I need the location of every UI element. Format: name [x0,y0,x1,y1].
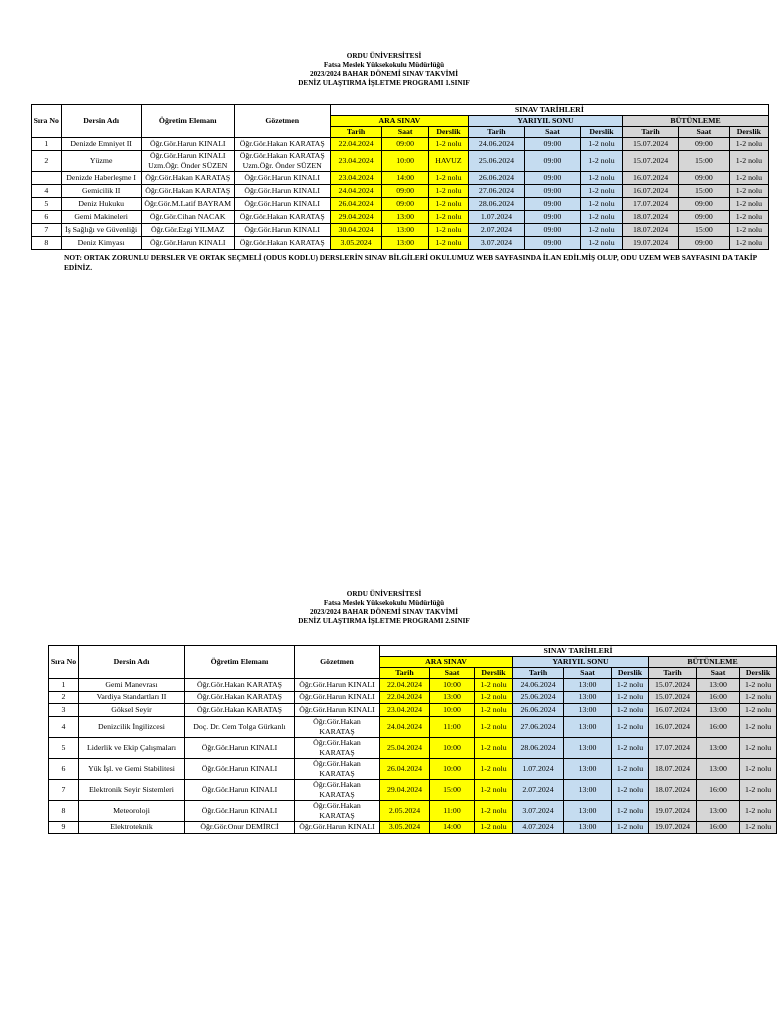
row-no [32,172,62,185]
row-ogretim: Öğr.Gör.M.Latif BAYRAM [141,198,234,211]
row-yariyil-derslik: 1-2 nolu [612,779,649,800]
row-butunleme-derslik: 1-2 nolu [740,679,777,692]
row-ara-saat: 11:00 [430,716,475,737]
row-butunleme-saat: 16:00 [697,779,740,800]
row-butunleme-tarih: 18.07.2024 [623,224,679,237]
row-ogretim: Öğr.Gör.Hakan KARATAŞ [141,172,234,185]
row-yariyil-tarih: 24.06.2024 [469,138,525,151]
row-yariyil-derslik: 1-2 nolu [612,821,649,834]
row-yariyil-derslik: 1-2 nolu [580,185,622,198]
row-butunleme-tarih: 17.07.2024 [623,198,679,211]
row-butunleme-saat: 13:00 [697,679,740,692]
row-no: 2 [49,691,79,704]
table-row [32,185,769,198]
row-ders: Deniz Hukuku [61,198,141,211]
row-ogretim: Öğr.Gör.Hakan KARATAŞ [185,679,295,692]
row-butunleme-derslik: 1-2 nolu [729,185,768,198]
sub-tarih: Tarih [649,668,697,679]
row-no: 1 [49,679,79,692]
row-ara-saat: 13:00 [382,211,428,224]
row-ara-tarih: 22.04.2024 [380,679,430,692]
doc2-university: ORDU ÜNİVERSİTESİ [346,590,422,598]
sub-tarih: Tarih [513,668,564,679]
sub-derslik: Derslik [740,668,777,679]
row-ogretim: Öğr.Gör.Harun KINALI [185,737,295,758]
row-gozetmen: Öğr.Gör.Hakan KARATAŞ Uzm.Öğr. Önder SÜZEN [234,151,330,172]
row-ara-derslik: 1-2 nolu [428,198,468,211]
row-yariyil-saat: 13:00 [564,679,612,692]
row-butunleme-derslik: 1-2 nolu [740,704,777,717]
row-no: 1 [32,138,62,151]
table-row [49,821,777,834]
row-ara-saat: 09:00 [382,138,428,151]
doc2-program: DENİZ ULAŞTIRMA İŞLETME PROGRAMI 2.SINIF [298,617,470,625]
col-ders: Dersin Adı [79,646,185,679]
table-row [49,800,777,821]
doc1-note: NOT: ORTAK ZORUNLU DERSLER VE ORTAK SEÇMELİ (ODUS KODLU) DERSLERİN SINAV BİLGİLERİ OKULUMUZ WEB SAYFASINDA İLAN EDİLMİŞ OLUP, ODU UZEM WEB SAYFASINI DA TAKİP EDİNİZ. [64,253,757,272]
row-yariyil-saat: 09:00 [524,138,580,151]
row-yariyil-tarih: 28.06.2024 [469,198,525,211]
row-ders: Liderlik ve Ekip Çalışmaları [79,737,185,758]
col-ogretim: Öğretim Elemanı [185,646,295,679]
row-yariyil-tarih: 25.06.2024 [513,691,564,704]
row-yariyil-derslik: 1-2 nolu [612,716,649,737]
row-ara-tarih: 22.04.2024 [330,138,382,151]
table-row [32,198,769,211]
row-ara-saat: 15:00 [430,779,475,800]
row-butunleme-saat: 13:00 [697,704,740,717]
row-no: 4 [49,716,79,737]
row-ogretim: Öğr.Gör.Cihan NACAK [141,211,234,224]
row-ara-tarih: 22.04.2024 [380,691,430,704]
row-ara-derslik: 1-2 nolu [428,138,468,151]
doc1-term: 2023/2024 BAHAR DÖNEMİ SINAV TAKVİMİ [309,70,459,78]
row-butunleme-tarih: 15.07.2024 [623,138,679,151]
row-butunleme-saat: 13:00 [697,800,740,821]
row-no: 3 [49,704,79,717]
row-no: 9 [49,821,79,834]
row-ara-tarih: 29.04.2024 [380,779,430,800]
row-yariyil-derslik: 1-2 nolu [612,679,649,692]
row-ara-saat: 10:00 [430,679,475,692]
table-row [32,138,769,151]
sub-derslik: Derslik [612,668,649,679]
row-yariyil-tarih: 1.07.2024 [513,758,564,779]
row-ara-saat: 10:00 [430,758,475,779]
row-ders: Denizde Emniyet II [61,138,141,151]
row-yariyil-derslik: 1-2 nolu [612,758,649,779]
row-gozetmen: Öğr.Gör.Hakan KARATAŞ [295,737,380,758]
row-ara-derslik: 1-2 nolu [428,172,468,185]
row-ara-tarih: 26.04.2024 [330,198,382,211]
row-ders: Yüzme [61,151,141,172]
row-yariyil-tarih: 26.06.2024 [469,172,525,185]
row-yariyil-saat: 13:00 [564,800,612,821]
row-ogretim: Öğr.Gör.Harun KINALI [141,138,234,151]
row-yariyil-tarih: 24.06.2024 [513,679,564,692]
row-yariyil-derslik: 1-2 nolu [612,691,649,704]
row-ders: Denizde Haberleşme I [61,172,141,185]
sub-derslik: Derslik [475,668,513,679]
row-gozetmen: Öğr.Gör.Hakan KARATAŞ [295,800,380,821]
doc1-school: Fatsa Meslek Yüksekokulu Müdürlüğü [323,61,445,69]
sub-tarih: Tarih [330,127,382,138]
sub-derslik: Derslik [428,127,468,138]
row-ders: Meteoroloji [79,800,185,821]
row-ogretim: Öğr.Gör.Hakan KARATAŞ [141,185,234,198]
table-row [32,237,769,250]
row-gozetmen: Öğr.Gör.Harun KINALI [234,224,330,237]
row-gozetmen: Öğr.Gör.Hakan KARATAŞ [295,758,380,779]
row-yariyil-saat: 09:00 [524,224,580,237]
row-ders: İş Sağlığı ve Güvenliği [61,224,141,237]
row-butunleme-derslik: 1-2 nolu [740,758,777,779]
row-no: 7 [49,779,79,800]
row-ara-saat: 14:00 [430,821,475,834]
col-gozetmen: Gözetmen [234,105,330,138]
row-ara-tarih: 26.04.2024 [380,758,430,779]
group-yariyil-sonu: YARIYIL SONU [513,657,649,668]
row-no: 8 [32,237,62,250]
row-ders: Gemicilik II [61,185,141,198]
row-butunleme-derslik: 1-2 nolu [729,198,768,211]
row-ara-derslik: 1-2 nolu [475,779,513,800]
row-butunleme-saat: 09:00 [679,211,730,224]
row-ara-tarih: 2.05.2024 [380,800,430,821]
sub-saat: Saat [679,127,730,138]
table-row [49,679,777,692]
table-row [49,758,777,779]
row-butunleme-tarih: 16.07.2024 [623,185,679,198]
table-row [32,172,769,185]
row-gozetmen: Öğr.Gör.Hakan KARATAŞ [234,211,330,224]
row-ara-saat: 10:00 [382,151,428,172]
row-ara-saat: 09:00 [382,185,428,198]
row-ogretim: Öğr.Gör.Hakan KARATAŞ [185,691,295,704]
row-ara-derslik: 1-2 nolu [475,691,513,704]
row-butunleme-derslik: 1-2 nolu [729,151,768,172]
sub-saat: Saat [564,668,612,679]
row-ara-saat: 10:00 [430,704,475,717]
row-ders: Gemi Makineleri [61,211,141,224]
row-yariyil-saat: 09:00 [524,198,580,211]
row-ara-tarih: 24.04.2024 [330,185,382,198]
row-yariyil-tarih: 2.07.2024 [513,779,564,800]
row-yariyil-tarih: 2.07.2024 [469,224,525,237]
row-yariyil-tarih: 26.06.2024 [513,704,564,717]
row-yariyil-saat: 09:00 [524,185,580,198]
row-butunleme-tarih: 18.07.2024 [649,779,697,800]
sub-saat: Saat [524,127,580,138]
row-ogretim: Öğr.Gör.Hakan KARATAŞ [185,704,295,717]
sub-derslik: Derslik [729,127,768,138]
row-ogretim: Öğr.Gör.Harun KINALI [185,779,295,800]
sub-saat: Saat [430,668,475,679]
row-gozetmen: Öğr.Gör.Hakan KARATAŞ [234,138,330,151]
row-gozetmen: Öğr.Gör.Hakan KARATAŞ [295,716,380,737]
row-no: 6 [32,211,62,224]
row-butunleme-tarih: 15.07.2024 [649,691,697,704]
row-butunleme-tarih: 18.07.2024 [623,211,679,224]
row-gozetmen: Öğr.Gör.Harun KINALI [234,198,330,211]
row-no: 5 [32,198,62,211]
row-yariyil-tarih: 1.07.2024 [469,211,525,224]
row-ders: Deniz Kimyası [61,237,141,250]
row-butunleme-tarih: 16.07.2024 [649,716,697,737]
row-yariyil-derslik: 1-2 nolu [580,211,622,224]
row-ara-saat: 10:00 [430,737,475,758]
row-yariyil-saat: 09:00 [524,237,580,250]
row-yariyil-tarih: 3.07.2024 [469,237,525,250]
row-yariyil-tarih: 27.06.2024 [469,185,525,198]
row-yariyil-derslik: 1-2 nolu [612,704,649,717]
row-butunleme-derslik: 1-2 nolu [729,224,768,237]
row-butunleme-tarih: 17.07.2024 [649,737,697,758]
row-butunleme-tarih: 15.07.2024 [649,679,697,692]
row-butunleme-saat: 09:00 [679,237,730,250]
row-no: 2 [32,151,62,172]
row-gozetmen: Öğr.Gör.Harun KINALI [295,679,380,692]
row-yariyil-derslik: 1-2 nolu [580,172,622,185]
row-yariyil-saat: 13:00 [564,737,612,758]
row-yariyil-derslik: 1-2 nolu [612,737,649,758]
row-gozetmen: Öğr.Gör.Harun KINALI [295,821,380,834]
row-butunleme-derslik: 1-2 nolu [740,821,777,834]
row-ara-tarih: 24.04.2024 [380,716,430,737]
row-ara-derslik: 1-2 nolu [475,716,513,737]
row-butunleme-saat: 09:00 [679,138,730,151]
row-ara-saat: 14:00 [382,172,428,185]
group-butunleme: BÜTÜNLEME [623,116,769,127]
group-ara-sinav: ARA SINAV [380,657,513,668]
row-ara-saat: 09:00 [382,198,428,211]
row-ara-derslik: 1-2 nolu [475,758,513,779]
row-ara-derslik: 1-2 nolu [475,800,513,821]
doc2-term: 2023/2024 BAHAR DÖNEMİ SINAV TAKVİMİ [309,608,459,616]
doc1-header [0,52,768,88]
row-yariyil-tarih: 25.06.2024 [469,151,525,172]
row-gozetmen: Öğr.Gör.Harun KINALI [295,691,380,704]
sub-saat: Saat [697,668,740,679]
row-butunleme-saat: 15:00 [679,224,730,237]
doc1-program: DENİZ ULAŞTIRMA İŞLETME PROGRAMI 1.SINIF [298,79,470,87]
table-row [49,704,777,717]
row-yariyil-derslik: 1-2 nolu [580,198,622,211]
row-no: 5 [49,737,79,758]
row-yariyil-saat: 13:00 [564,716,612,737]
col-ogretim: Öğretim Elemanı [141,105,234,138]
row-butunleme-tarih: 19.07.2024 [649,800,697,821]
row-ara-derslik: 1-2 nolu [475,679,513,692]
row-gozetmen: Öğr.Gör.Hakan KARATAŞ [295,779,380,800]
sub-derslik: Derslik [580,127,622,138]
row-ara-derslik: 1-2 nolu [475,737,513,758]
row-yariyil-tarih: 28.06.2024 [513,737,564,758]
row-butunleme-tarih: 18.07.2024 [649,758,697,779]
row-ara-tarih: 23.04.2024 [330,151,382,172]
row-ara-saat: 11:00 [430,800,475,821]
group-yariyil-sonu: YARIYIL SONU [469,116,623,127]
table-row [32,211,769,224]
row-ara-saat: 13:00 [382,237,428,250]
row-ogretim: Öğr.Gör.Ezgi YILMAZ [141,224,234,237]
row-no: 8 [49,800,79,821]
row-yariyil-saat: 09:00 [524,211,580,224]
row-no: 7 [32,224,62,237]
row-butunleme-derslik: 1-2 nolu [740,779,777,800]
row-butunleme-derslik: 1-2 nolu [740,716,777,737]
col-sinav-tarihleri: SINAV TARİHLERİ [380,646,777,657]
sub-tarih: Tarih [380,668,430,679]
row-butunleme-derslik: 1-2 nolu [729,172,768,185]
row-ara-derslik: 1-2 nolu [475,704,513,717]
row-ogretim: Öğr.Gör.Harun KINALI [141,237,234,250]
row-yariyil-derslik: 1-2 nolu [612,800,649,821]
row-butunleme-tarih: 16.07.2024 [649,704,697,717]
row-ara-tarih: 30.04.2024 [330,224,382,237]
row-ogretim: Doç. Dr. Cem Tolga Gürkanlı [185,716,295,737]
doc2-header [0,590,768,626]
row-yariyil-saat: 13:00 [564,779,612,800]
group-ara-sinav: ARA SINAV [330,116,468,127]
row-butunleme-saat: 13:00 [697,737,740,758]
row-yariyil-saat: 13:00 [564,704,612,717]
row-butunleme-saat: 13:00 [697,758,740,779]
row-ders: Yük İşl. ve Gemi Stabilitesi [79,758,185,779]
row-yariyil-saat: 13:00 [564,758,612,779]
row-ara-tarih: 3.05.2024 [380,821,430,834]
row-ders: Vardiya Standartları II [79,691,185,704]
table-row [49,716,777,737]
row-yariyil-derslik: 1-2 nolu [580,151,622,172]
row-butunleme-saat: 15:00 [679,151,730,172]
row-yariyil-derslik: 1-2 nolu [580,224,622,237]
row-butunleme-tarih: 19.07.2024 [649,821,697,834]
row-gozetmen: Öğr.Gör.Harun KINALI [295,704,380,717]
row-ders: Elektroteknik [79,821,185,834]
row-butunleme-saat: 15:00 [679,185,730,198]
row-yariyil-derslik: 1-2 nolu [580,237,622,250]
doc1-schedule-table [31,104,769,250]
row-butunleme-saat: 16:00 [697,691,740,704]
doc2-school: Fatsa Meslek Yüksekokulu Müdürlüğü [323,599,445,607]
row-yariyil-tarih: 27.06.2024 [513,716,564,737]
col-ders: Dersin Adı [61,105,141,138]
row-yariyil-tarih: 3.07.2024 [513,800,564,821]
row-ara-derslik: 1-2 nolu [428,211,468,224]
row-ders: Denizcilik İngilizcesi [79,716,185,737]
row-yariyil-saat: 09:00 [524,172,580,185]
row-butunleme-derslik: 1-2 nolu [740,691,777,704]
row-ara-tarih: 25.04.2024 [380,737,430,758]
table-row [49,737,777,758]
row-ara-tarih: 29.04.2024 [330,211,382,224]
col-sinav-tarihleri: SINAV TARİHLERİ [330,105,768,116]
row-no: 4 [32,185,62,198]
row-ara-tarih: 23.04.2024 [380,704,430,717]
row-ara-derslik: 1-2 nolu [428,185,468,198]
row-butunleme-tarih: 15.07.2024 [623,151,679,172]
row-gozetmen: Öğr.Gör.Hakan KARATAŞ [234,237,330,250]
col-sira: Sıra No [49,646,79,679]
row-butunleme-derslik: 1-2 nolu [729,211,768,224]
row-ara-tarih: 23.04.2024 [330,172,382,185]
row-gozetmen: Öğr.Gör.Harun KINALI [234,185,330,198]
row-butunleme-derslik: 1-2 nolu [740,737,777,758]
row-ara-tarih: 3.05.2024 [330,237,382,250]
row-yariyil-tarih: 4.07.2024 [513,821,564,834]
sub-saat: Saat [382,127,428,138]
row-butunleme-saat: 09:00 [679,172,730,185]
table-row [32,224,769,237]
row-ogretim: Öğr.Gör.Harun KINALI [185,800,295,821]
row-ders: Göksel Seyir [79,704,185,717]
doc1-university: ORDU ÜNİVERSİTESİ [346,52,422,60]
row-butunleme-derslik: 1-2 nolu [740,800,777,821]
row-butunleme-saat: 16:00 [697,821,740,834]
row-ogretim: Öğr.Gör.Harun KINALI Uzm.Öğr. Önder SÜZEN [141,151,234,172]
row-ogretim: Öğr.Gör.Harun KINALI [185,758,295,779]
row-yariyil-saat: 13:00 [564,821,612,834]
row-ders: Gemi Manevrası [79,679,185,692]
col-sira: Sıra No [32,105,62,138]
row-butunleme-tarih: 19.07.2024 [623,237,679,250]
col-gozetmen: Gözetmen [295,646,380,679]
row-ara-derslik: 1-2 nolu [428,237,468,250]
row-no: 6 [49,758,79,779]
row-butunleme-saat: 09:00 [679,198,730,211]
table-row [49,779,777,800]
group-butunleme: BÜTÜNLEME [649,657,777,668]
row-ara-saat: 13:00 [430,691,475,704]
row-ara-derslik: HAVUZ [428,151,468,172]
row-ara-derslik: 1-2 nolu [428,224,468,237]
row-butunleme-derslik: 1-2 nolu [729,138,768,151]
row-ogretim: Öğr.Gör.Onur DEMİRCİ [185,821,295,834]
row-butunleme-tarih: 16.07.2024 [623,172,679,185]
row-ders: Elektronik Seyir Sistemleri [79,779,185,800]
row-yariyil-saat: 09:00 [524,151,580,172]
row-ara-saat: 13:00 [382,224,428,237]
row-yariyil-saat: 13:00 [564,691,612,704]
row-ara-derslik: 1-2 nolu [475,821,513,834]
row-butunleme-saat: 16:00 [697,716,740,737]
row-yariyil-derslik: 1-2 nolu [580,138,622,151]
row-gozetmen: Öğr.Gör.Harun KINALI [234,172,330,185]
row-butunleme-derslik: 1-2 nolu [729,237,768,250]
table-row [49,691,777,704]
sub-tarih: Tarih [623,127,679,138]
table-row [32,151,769,172]
doc2-schedule-table [48,645,777,834]
sub-tarih: Tarih [469,127,525,138]
